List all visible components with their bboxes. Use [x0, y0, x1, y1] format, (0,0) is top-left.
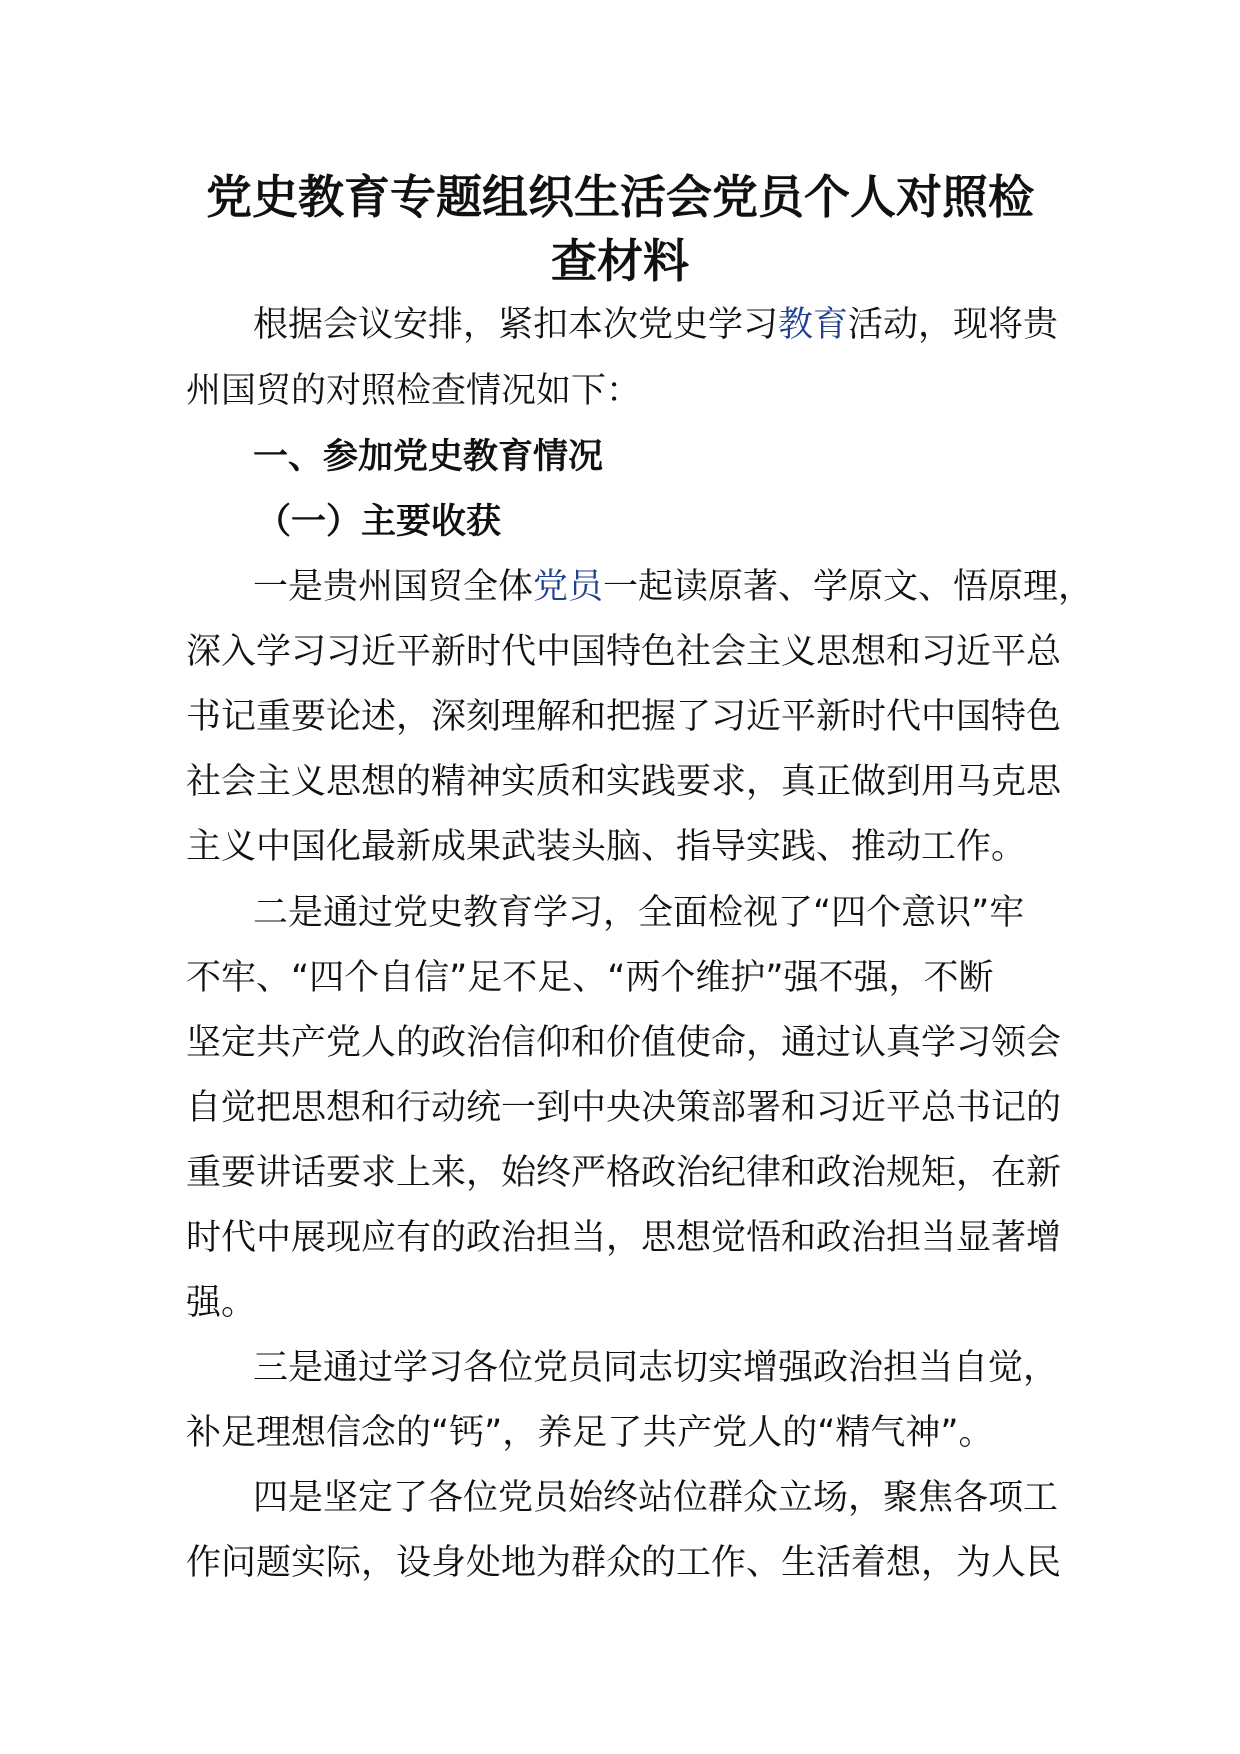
paragraph-2-line-7: 强。: [186, 1283, 257, 1323]
paragraph-4-line-1: 四是坚定了各位党员始终站位群众立场，聚焦各项工: [253, 1478, 1059, 1518]
education-link[interactable]: 教育: [778, 305, 849, 345]
paragraph-2-line-2: 不牢、“四个自信”足不足、“两个维护”强不强，不断: [186, 958, 994, 998]
intro-line-2: 州国贸的对照检查情况如下：: [186, 371, 642, 411]
paragraph-2-line-3: 坚定共产党人的政治信仰和价值使命，通过认真学习领会: [186, 1023, 1062, 1063]
paragraph-2-line-5: 重要讲话要求上来，始终严格政治纪律和政治规矩，在新: [186, 1153, 1062, 1193]
paragraph-text: 一起读原著、学原文、悟原理，: [603, 567, 1094, 607]
section-heading: 一、参加党史教育情况: [253, 437, 604, 477]
intro-text: 活动，现将贵: [848, 305, 1059, 345]
paragraph-2-line-1: 二是通过党史教育学习，全面检视了“四个意识”牢: [253, 893, 1025, 933]
intro-line-1: [253, 300, 1153, 350]
paragraph-1-line-4: 社会主义思想的精神实质和实践要求，真正做到用马克思: [186, 762, 1062, 802]
paragraph-2-line-4: 自觉把思想和行动统一到中央决策部署和习近平总书记的: [186, 1088, 1062, 1128]
paragraph-1-line-1: [253, 562, 1153, 612]
party-member-link[interactable]: 党员: [533, 567, 604, 607]
paragraph-3-line-1: 三是通过学习各位党员同志切实增强政治担当自觉，: [253, 1348, 1059, 1388]
document-title-line2: 查材料: [551, 234, 689, 288]
paragraph-text: 一是贵州国贸全体: [253, 567, 534, 607]
subsection-heading: （一）主要收获: [256, 502, 502, 542]
paragraph-3-line-2: 补足理想信念的“钙”，养足了共产党人的“精气神”。: [186, 1413, 994, 1453]
intro-text: 根据会议安排，紧扣本次党史学习: [253, 305, 779, 345]
paragraph-2-line-6: 时代中展现应有的政治担当，思想觉悟和政治担当显著增: [186, 1218, 1062, 1258]
document-title-line1: 党史教育专题组织生活会党员个人对照检: [206, 170, 1034, 224]
paragraph-4-line-2: 作问题实际，设身处地为群众的工作、生活着想，为人民: [186, 1543, 1062, 1583]
paragraph-1-line-2: 深入学习习近平新时代中国特色社会主义思想和习近平总: [186, 632, 1062, 672]
paragraph-1-line-3: 书记重要论述，深刻理解和把握了习近平新时代中国特色: [186, 697, 1062, 737]
paragraph-1-line-5: 主义中国化最新成果武装头脑、指导实践、推动工作。: [186, 827, 1027, 867]
